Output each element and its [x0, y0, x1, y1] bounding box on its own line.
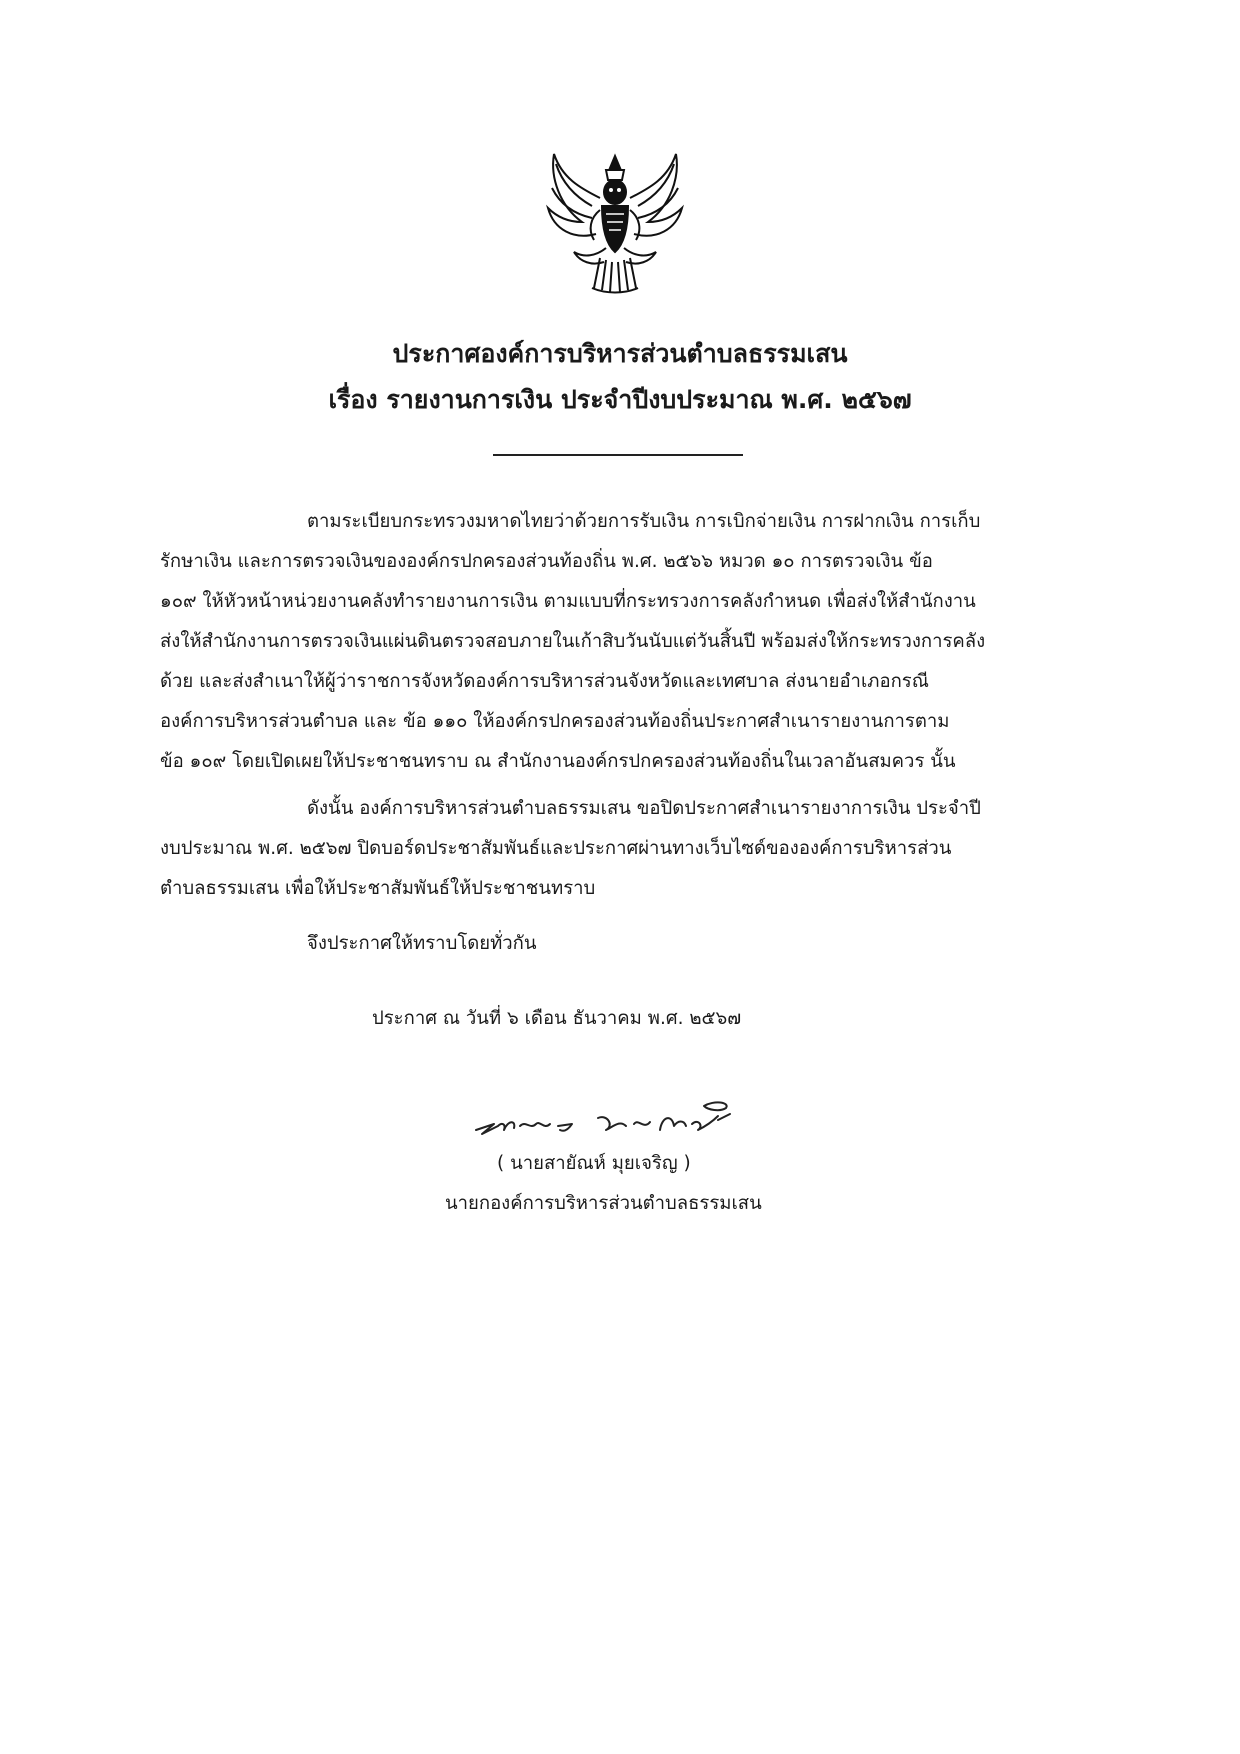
announcement-title: ประกาศองค์การบริหารส่วนตำบลธรรมเสน [392, 339, 848, 368]
garuda-emblem-icon [540, 148, 690, 298]
paragraph-2-line-3: ตำบลธรรมเสน เพื่อให้ประชาสัมพันธ์ให้ประชาชนทราบ [160, 878, 596, 899]
paragraph-1-line-1: ตามระเบียบกระทรวงมหาดไทยว่าด้วยการรับเงิน การเบิกจ่ายเงิน การฝากเงิน การเก็บ [307, 511, 981, 532]
paragraph-1-line-3: ๑๐๙ ให้หัวหน้าหน่วยงานคลังทำรายงานการเงิน ตามแบบที่กระทรวงการคลังกำหนด เพื่อส่งให้สำนักงาน [160, 591, 976, 612]
handwritten-signature [468, 1090, 768, 1150]
title-divider [493, 454, 743, 456]
paragraph-2-line-1: ดังนั้น องค์การบริหารส่วนตำบลธรรมเสน ขอปิดประกาศสำเนารายงาการเงิน ประจำปี [307, 798, 981, 819]
paragraph-1-line-2: รักษาเงิน และการตรวจเงินขององค์กรปกครองส่วนท้องถิ่น พ.ศ. ๒๕๖๖ หมวด ๑๐ การตรวจเงิน ข้อ [160, 551, 933, 572]
announcement-subject: เรื่อง รายงานการเงิน ประจำปีงบประมาณ พ.ศ. ๒๕๖๗ [328, 385, 912, 414]
signer-name: ( นายสายัณห์ มุยเจริญ ) [497, 1153, 691, 1174]
paragraph-1-line-5: ด้วย และส่งสำเนาให้ผู้ว่าราชการจังหวัดองค์การบริหารส่วนจังหวัดและเทศบาล ส่งนายอำเภอกรณี [160, 671, 929, 692]
paragraph-1-line-6: องค์การบริหารส่วนตำบล และ ข้อ ๑๑๐ ให้องค์กรปกครองส่วนท้องถิ่นประกาศสำเนารายงานการตาม [160, 711, 950, 732]
closing-statement: จึงประกาศให้ทราบโดยทั่วกัน [307, 933, 537, 954]
paragraph-1-line-4: ส่งให้สำนักงานการตรวจเงินแผ่นดินตรวจสอบภายในเก้าสิบวันนับแต่วันสิ้นปี พร้อมส่งให้กระทรวงการคลัง [160, 631, 986, 652]
paragraph-2-line-2: งบประมาณ พ.ศ. ๒๕๖๗ ปิดบอร์ดประชาสัมพันธ์และประกาศผ่านทางเว็บไซด์ขององค์การบริหารส่วน [160, 838, 952, 859]
signer-position: นายกองค์การบริหารส่วนตำบลธรรมเสน [445, 1193, 762, 1214]
paragraph-1-line-7: ข้อ ๑๐๙ โดยเปิดเผยให้ประชาชนทราบ ณ สำนักงานองค์กรปกครองส่วนท้องถิ่นในเวลาอันสมควร นั้น [160, 751, 956, 772]
announcement-date: ประกาศ ณ วันที่ ๖ เดือน ธันวาคม พ.ศ. ๒๕๖๗ [372, 1008, 742, 1029]
